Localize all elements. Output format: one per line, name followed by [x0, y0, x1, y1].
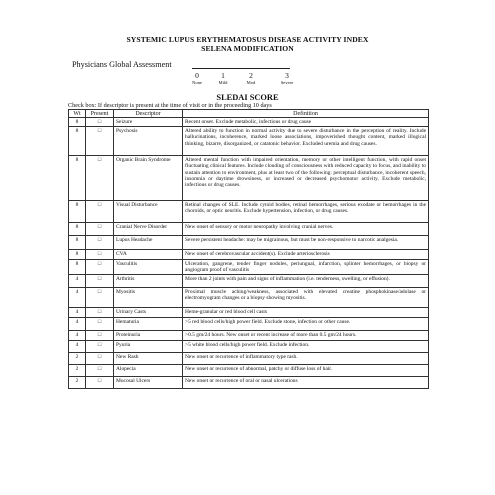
- row-definition: New onset of cerebrovascular accident(s). Exclude arteriosclerosis: [183, 250, 429, 260]
- table-row: [69, 250, 429, 260]
- present-checkbox[interactable]: □: [97, 251, 102, 258]
- table-row: [69, 275, 429, 288]
- row-weight: 8: [69, 250, 86, 260]
- present-checkbox[interactable]: □: [97, 202, 102, 209]
- scale-word-1: Mild: [218, 80, 228, 85]
- row-descriptor: Proteinuria: [114, 331, 183, 341]
- row-definition: Severe persistent headache: may be migrainous, but must be non-responsive to narcotic analgesia.: [183, 236, 429, 250]
- row-weight: 4: [69, 288, 86, 308]
- row-weight: 2: [69, 365, 86, 377]
- table-row: [69, 201, 429, 223]
- row-weight: 8: [69, 127, 86, 156]
- row-definition: Recent onset. Exclude metabolic, infectious or drug cause: [183, 118, 429, 127]
- row-descriptor: Arthritis: [114, 275, 183, 288]
- row-present-cell: [86, 308, 114, 318]
- present-checkbox[interactable]: □: [97, 157, 102, 164]
- row-present-cell: [86, 127, 114, 156]
- present-checkbox[interactable]: □: [97, 319, 102, 326]
- present-checkbox[interactable]: □: [97, 309, 102, 316]
- row-definition: Heme-granular or red blood cell casts: [183, 308, 429, 318]
- table-row: [69, 365, 429, 377]
- table-row: [69, 341, 429, 353]
- table-row: [69, 308, 429, 318]
- col-header-definition: Definition: [183, 110, 429, 118]
- scale-value-2[interactable]: 2: [249, 71, 253, 80]
- present-checkbox[interactable]: □: [97, 342, 102, 349]
- row-descriptor: CVA: [114, 250, 183, 260]
- scale-value-3[interactable]: 3: [285, 71, 289, 80]
- table-row: [69, 288, 429, 308]
- row-present-cell: [86, 201, 114, 223]
- row-descriptor: Hematuria: [114, 318, 183, 331]
- row-descriptor: Vasculitis: [114, 260, 183, 275]
- row-descriptor: New Rash: [114, 353, 183, 365]
- row-descriptor: Mucosal Ulcers: [114, 377, 183, 389]
- present-checkbox[interactable]: □: [97, 366, 102, 373]
- row-present-cell: [86, 288, 114, 308]
- form-subtitle: SELENA MODIFICATION: [201, 44, 294, 53]
- row-present-cell: [86, 250, 114, 260]
- global-assessment-label: Physicians Global Assessment: [72, 60, 172, 69]
- row-present-cell: [86, 118, 114, 127]
- scale-value-0[interactable]: 0: [195, 71, 199, 80]
- row-descriptor: Psychosis: [114, 127, 183, 156]
- row-weight: 4: [69, 341, 86, 353]
- row-weight: 8: [69, 260, 86, 275]
- col-header-present: Present: [86, 110, 114, 118]
- row-weight: 8: [69, 223, 86, 236]
- col-header-wt: Wt: [69, 110, 86, 118]
- row-definition: New onset or recurrence of oral or nasal ulcerations: [183, 377, 429, 389]
- present-checkbox[interactable]: □: [97, 276, 102, 283]
- table-header-row: [69, 110, 429, 118]
- row-present-cell: [86, 260, 114, 275]
- present-checkbox[interactable]: □: [97, 261, 102, 268]
- row-definition: Ulceration, gangrene, tender finger nodules, periungual, infarction, splinter hemorrhages, or biopsy or angiogram proof of vasculitis: [183, 260, 429, 275]
- row-weight: 4: [69, 318, 86, 331]
- sledai-heading: SLEDAI SCORE: [216, 93, 279, 102]
- scale-word-3: Severe: [280, 80, 294, 85]
- table-row: [69, 353, 429, 365]
- col-header-descriptor: Descriptor: [114, 110, 183, 118]
- present-checkbox[interactable]: □: [97, 128, 102, 135]
- row-definition: Altered mental function with impaired orientation, memory or other intelligent function, with rapid onset fluctuating clinical features. Include clouding of consciousness with reduced capacity to focus, and inability to sustain attention to environment, plus at least two of the following: perceptual disturbance, incoherent speech, insomnia or daytime drowsiness, or increased or decreased psychomotor activity. Exclude metabolic, infectious or drug causes.: [183, 156, 429, 201]
- row-definition: New onset of sensory or motor neuropathy involving cranial nerves.: [183, 223, 429, 236]
- row-present-cell: [86, 275, 114, 288]
- row-definition: >5 white blood cells/high power field. Exclude infection.: [183, 341, 429, 353]
- table-row: [69, 127, 429, 156]
- scale-word-2: Mod: [246, 80, 256, 85]
- present-checkbox[interactable]: □: [97, 354, 102, 361]
- sledai-table: [68, 109, 429, 389]
- row-definition: >0.5 gm/24 hours. New onset or recent increase of more than 0.5 gm/24 hours.: [183, 331, 429, 341]
- present-checkbox[interactable]: □: [97, 289, 102, 296]
- scale-value-1[interactable]: 1: [221, 71, 225, 80]
- row-present-cell: [86, 353, 114, 365]
- row-descriptor: Cranial Nerve Disorder: [114, 223, 183, 236]
- row-present-cell: [86, 377, 114, 389]
- present-checkbox[interactable]: □: [97, 224, 102, 231]
- sledai-instruction: Check box: If descriptor is present at the time of visit or in the proceeding 10 days: [68, 102, 272, 109]
- row-definition: Retinal changes of SLE. Include cytoid bodies, retinal hemorrhages, serious exodate or hemorrhages in the choroids, or optic neuritis. Exclude hypertension, infection, or drug causes.: [183, 201, 429, 223]
- row-descriptor: Visual Disturbance: [114, 201, 183, 223]
- present-checkbox[interactable]: □: [97, 119, 102, 126]
- row-weight: 8: [69, 236, 86, 250]
- present-checkbox[interactable]: □: [97, 332, 102, 339]
- sledai-table-body: [69, 118, 429, 389]
- global-assessment-line[interactable]: [192, 68, 290, 69]
- row-definition: Proximal muscle aching/weakness, associated with elevated creatine phosphokinase/adolase or electromyogram changes or a biopsy showing myositis.: [183, 288, 429, 308]
- table-row: [69, 377, 429, 389]
- table-row: [69, 156, 429, 201]
- row-definition: Altered ability to function in normal activity due to severe disturbance in the perception of reality. Include hallucinations, incoherence, marked loose associations, impoverished thought content, marked illogical thinking, bizarre, disorganized, or catatonic behavior. Excluded uremia and drug causes.: [183, 127, 429, 156]
- row-definition: New onset or recurrence of abnormal, patchy or diffuse loss of hair.: [183, 365, 429, 377]
- row-present-cell: [86, 318, 114, 331]
- table-row: [69, 331, 429, 341]
- table-row: [69, 236, 429, 250]
- table-row: [69, 260, 429, 275]
- row-present-cell: [86, 236, 114, 250]
- present-checkbox[interactable]: □: [97, 378, 102, 385]
- row-descriptor: Urinary Casts: [114, 308, 183, 318]
- row-weight: 8: [69, 201, 86, 223]
- row-weight: 4: [69, 331, 86, 341]
- row-definition: New onset or recurrence of inflammatory type rash.: [183, 353, 429, 365]
- row-present-cell: [86, 223, 114, 236]
- row-descriptor: Pyuria: [114, 341, 183, 353]
- row-weight: 4: [69, 275, 86, 288]
- row-weight: 2: [69, 353, 86, 365]
- row-weight: 2: [69, 377, 86, 389]
- row-descriptor: Myositis: [114, 288, 183, 308]
- row-present-cell: [86, 341, 114, 353]
- row-weight: 8: [69, 156, 86, 201]
- row-definition: >5 red blood cells/high power field. Exclude stone, infection or other cause.: [183, 318, 429, 331]
- row-descriptor: Alopecia: [114, 365, 183, 377]
- scale-word-0: None: [192, 80, 202, 85]
- row-present-cell: [86, 156, 114, 201]
- row-present-cell: [86, 331, 114, 341]
- row-weight: 8: [69, 118, 86, 127]
- row-definition: More than 2 joints with pain and signs of inflammation (i.e. tenderness, swelling, or effusion).: [183, 275, 429, 288]
- row-descriptor: Lupus Headache: [114, 236, 183, 250]
- row-descriptor: Organic Brain Syndrome: [114, 156, 183, 201]
- row-weight: 4: [69, 308, 86, 318]
- row-present-cell: [86, 365, 114, 377]
- table-row: [69, 318, 429, 331]
- table-row: [69, 223, 429, 236]
- present-checkbox[interactable]: □: [97, 237, 102, 244]
- row-descriptor: Seizure: [114, 118, 183, 127]
- form-title: SYSTEMIC LUPUS ERYTHEMATOSUS DISEASE ACTIVITY INDEX: [126, 35, 369, 44]
- table-row: [69, 118, 429, 127]
